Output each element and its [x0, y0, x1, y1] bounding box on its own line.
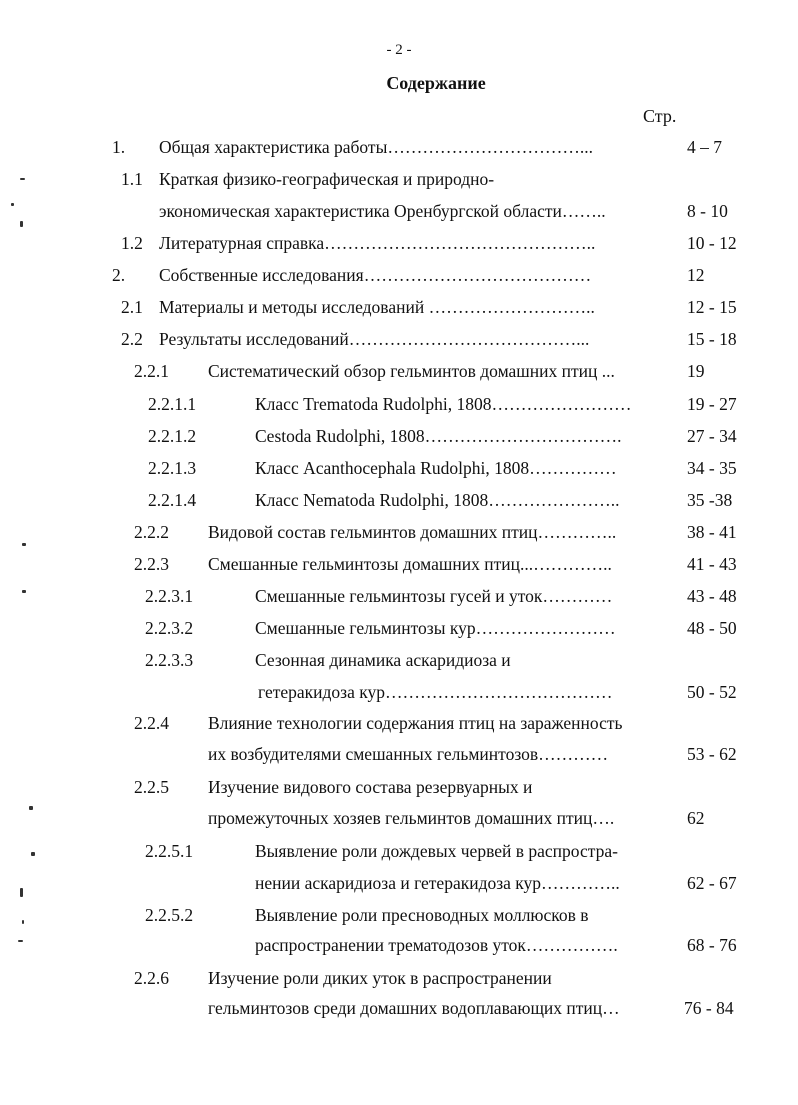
- toc-entry: [0, 327, 798, 351]
- toc-entry: [0, 135, 798, 159]
- toc-page: 43 - 48: [687, 586, 737, 606]
- toc-entry: [0, 456, 798, 480]
- toc-page: 53 - 62: [687, 744, 737, 764]
- toc-page: 12: [687, 265, 705, 285]
- page-number: - 2 -: [386, 42, 412, 58]
- toc-entry: [0, 231, 798, 255]
- toc-title: распространении трематодозов уток…………….: [255, 935, 618, 955]
- toc-title: Смешанные гельминтозы домашних птиц...…………..: [208, 554, 612, 574]
- toc-entry: [0, 263, 798, 287]
- toc-number: 2.2.2: [134, 522, 169, 542]
- toc-entry: [0, 966, 798, 990]
- toc-page: 15 - 18: [687, 329, 737, 349]
- toc-title: Выявление роли пресноводных моллюсков в: [255, 905, 589, 925]
- toc-title: нении аскаридиоза и гетеракидоза кур…………..: [255, 873, 620, 893]
- toc-page: 62 - 67: [687, 873, 737, 893]
- toc-entry-continuation: [0, 806, 798, 830]
- toc-entry: [0, 903, 798, 927]
- toc-title: Класс Acanthocephala Rudolphi, 1808……………: [255, 458, 617, 478]
- toc-page: 38 - 41: [687, 522, 737, 542]
- toc-number: 2.2.4: [134, 713, 169, 733]
- toc-number: 2.2.6: [134, 968, 169, 988]
- toc-title: Общая характеристика работы……………………………...: [159, 137, 593, 157]
- scan-speck: [31, 852, 35, 856]
- scan-speck: [11, 203, 14, 206]
- toc-entry: [0, 520, 798, 544]
- toc-number: 2.2.5.2: [145, 905, 194, 925]
- toc-page: 27 - 34: [687, 426, 737, 446]
- toc-title: Выявление роли дождевых червей в распростра-: [255, 841, 618, 861]
- toc-page: 34 - 35: [687, 458, 737, 478]
- toc-number: 2.2.1.2: [148, 426, 197, 446]
- toc-title: Литературная справка………………………………………..: [159, 233, 596, 253]
- toc-entry: [0, 839, 798, 863]
- toc-entry: [0, 711, 798, 735]
- toc-title: Класс Trematoda Rudolphi, 1808……………………: [255, 394, 632, 414]
- toc-number: 2.2.3.2: [145, 618, 194, 638]
- toc-title: Систематический обзор гельминтов домашних птиц ...: [208, 361, 615, 381]
- toc-page: 10 - 12: [687, 233, 737, 253]
- toc-page: 48 - 50: [687, 618, 737, 638]
- toc-page: 76 - 84: [684, 998, 734, 1018]
- toc-title: Результаты исследований…………………………………...: [159, 329, 590, 349]
- toc-entry: [0, 488, 798, 512]
- toc-page: 68 - 76: [687, 935, 737, 955]
- toc-page: 35 -38: [687, 490, 733, 510]
- toc-page: 8 - 10: [687, 201, 728, 221]
- toc-entry-continuation: [0, 871, 798, 895]
- toc-page: 50 - 52: [687, 682, 737, 702]
- scan-speck: [20, 221, 23, 227]
- toc-number: 1.: [112, 137, 126, 157]
- toc-number: 2.2.3.1: [145, 586, 194, 606]
- toc-title: их возбудителями смешанных гельминтозов…………: [208, 744, 609, 764]
- toc-entry-continuation: [0, 680, 798, 704]
- toc-title: экономическая характеристика Оренбургской области……..: [159, 201, 606, 221]
- toc-number: 2.2: [121, 329, 143, 349]
- toc-title: Видовой состав гельминтов домашних птиц…………..: [208, 522, 617, 542]
- toc-title: Смешанные гельминтозы кур……………………: [255, 618, 616, 638]
- scan-speck: [29, 806, 33, 810]
- toc-title: Изучение видового состава резервуарных и: [208, 777, 533, 797]
- toc-title: Изучение роли диких уток в распространении: [208, 968, 552, 988]
- toc-number: 2.2.1.1: [148, 394, 197, 414]
- toc-title: Собственные исследования…………………………………: [159, 265, 592, 285]
- toc-entry: [0, 775, 798, 799]
- toc-title: Краткая физико-географическая и природно-: [159, 169, 495, 189]
- toc-number: 2.2.1: [134, 361, 169, 381]
- toc-title: Cestoda Rudolphi, 1808…………………………….: [255, 426, 622, 446]
- toc-entry: [0, 584, 798, 608]
- toc-number: 1.2: [121, 233, 143, 253]
- toc-entry: [0, 552, 798, 576]
- scan-speck: [22, 543, 26, 546]
- toc-entry: [0, 616, 798, 640]
- toc-title: промежуточных хозяев гельминтов домашних птиц….: [208, 808, 615, 828]
- toc-number: 2.2.5.1: [145, 841, 194, 861]
- toc-entry-continuation: [0, 199, 798, 223]
- toc-title: Сезонная динамика аскаридиоза и: [255, 650, 511, 670]
- page-title: Содержание: [386, 73, 486, 93]
- toc-entry: [0, 648, 798, 672]
- toc-number: 2.2.1.3: [148, 458, 197, 478]
- toc-page: 62: [687, 808, 705, 828]
- toc-title: Влияние технологии содержания птиц на зараженность: [208, 713, 623, 733]
- toc-number: 2.2.1.4: [148, 490, 197, 510]
- scan-speck: [20, 178, 25, 180]
- scan-speck: [22, 920, 24, 924]
- toc-title: Смешанные гельминтозы гусей и уток…………: [255, 586, 613, 606]
- toc-page: 19 - 27: [687, 394, 737, 414]
- toc-entry: [0, 295, 798, 319]
- toc-page: 19: [687, 361, 705, 381]
- toc-entry: [0, 167, 798, 191]
- toc-number: 2.1: [121, 297, 143, 317]
- toc-number: 2.2.3: [134, 554, 169, 574]
- toc-entry-continuation: [0, 742, 798, 766]
- toc-number: 2.2.5: [134, 777, 169, 797]
- pages-column-header: Стр.: [643, 106, 677, 126]
- scan-speck: [18, 940, 23, 942]
- toc-title: гетеракидоза кур…………………………………: [258, 682, 613, 702]
- toc-title: Материалы и методы исследований ………………………..: [159, 297, 595, 317]
- toc-entry-continuation: [0, 996, 798, 1020]
- toc-number: 2.2.3.3: [145, 650, 194, 670]
- toc-page: 12 - 15: [687, 297, 737, 317]
- toc-number: 1.1: [121, 169, 143, 189]
- scan-speck: [22, 590, 26, 593]
- toc-title: гельминтозов среди домашних водоплавающих птиц…: [208, 998, 620, 1018]
- toc-page: 4 – 7: [687, 137, 722, 157]
- toc-page: 41 - 43: [687, 554, 737, 574]
- toc-entry-continuation: [0, 933, 798, 957]
- scan-speck: [20, 888, 23, 897]
- toc-entry: [0, 359, 798, 383]
- toc-entry: [0, 424, 798, 448]
- toc-number: 2.: [112, 265, 126, 285]
- toc-entry: [0, 392, 798, 416]
- toc-title: Класс Nematoda Rudolphi, 1808…………………..: [255, 490, 620, 510]
